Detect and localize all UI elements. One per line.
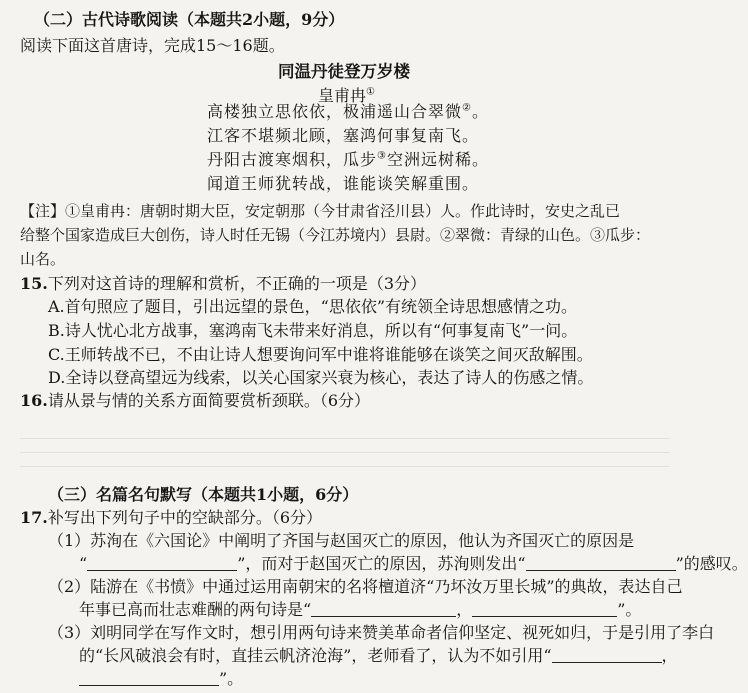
fill-item-3-cont <box>79 646 678 666</box>
answer-blank[interactable] <box>311 600 456 617</box>
question-16 <box>20 391 370 411</box>
option-d: D.全诗以登高望远为线索，以关心国家兴衰为核心，表达了诗人的伤感之情。 <box>48 368 594 387</box>
poem-line: 闻道王师犹转战，谁能谈笑解重围。 <box>207 174 480 193</box>
question-number: 16. <box>20 391 48 410</box>
instruction-text: 阅读下面这首唐诗，完成15～16题。 <box>20 36 285 55</box>
question-17 <box>20 508 322 528</box>
bleed-through-line <box>20 452 670 453</box>
poem-line-end: 空洲远树稀。 <box>386 150 489 169</box>
author-name: 皇甫冉 <box>318 86 367 105</box>
option-b: B.诗人忧心北方战事，塞鸿南飞未带来好消息，所以有“何事复南飞”一问。 <box>48 321 578 340</box>
answer-blank[interactable] <box>79 669 219 686</box>
footnote-mark: ② <box>462 102 472 114</box>
fill-item-2: （2）陆游在《书愤》中通过运用南朝宋的名将檀道济“乃坏汝万里长城”的典故，表达自己 <box>48 577 683 596</box>
fill-item-3-end <box>79 669 243 689</box>
text-segment: 年事已高而壮志难酬的两句诗是“ <box>79 600 312 619</box>
bleed-through-line <box>20 438 670 439</box>
text-segment: ”。 <box>617 600 642 619</box>
question-number: 17. <box>20 508 48 527</box>
text-segment: ”，而对于赵国灭亡的原因，苏洵则发出“ <box>237 554 526 573</box>
question-stem: 请从景与情的关系方面简要赏析颈联。（6分） <box>47 391 371 410</box>
note-line: 给整个国家造成巨大创伤，诗人时任无锡（今江苏境内）县尉。②翠微：青绿的山色。③瓜步： <box>20 226 651 244</box>
footnote-mark: ③ <box>377 150 387 162</box>
answer-blank[interactable] <box>526 554 676 571</box>
poem-line-text: 高楼独立思依依，极浦遥山合翠微 <box>207 102 463 121</box>
answer-blank[interactable] <box>87 554 237 571</box>
question-stem: 下列对这首诗的理解和赏析，不正确的一项是（3分） <box>47 274 427 293</box>
section-heading: （二）古代诗歌阅读（本题共2小题，9分） <box>34 10 345 29</box>
fill-item-3: （3）刘明同学在写作文时，想引用两句诗来赞美革命者信仰坚定、视死如归，于是引用了李白 <box>48 623 715 642</box>
question-stem: 补写出下列句子中的空缺部分。（6分） <box>47 508 323 527</box>
poem-line <box>207 150 489 170</box>
text-segment: ”。 <box>219 669 244 688</box>
option-c: C.王师转战不已，不由让诗人想要询问军中谁将谁能够在谈笑之间灭敌解围。 <box>48 345 593 364</box>
poem-line: 江客不堪频北顾，塞鸿何事复南飞。 <box>207 126 480 145</box>
poem-title: 同温丹徒登万岁楼 <box>278 62 410 81</box>
fill-item-1: （1）苏洵在《六国论》中阐明了齐国与赵国灭亡的原因，他认为齐国灭亡的原因是 <box>48 531 635 550</box>
text-segment: ， <box>661 646 678 665</box>
poem-line-end: 。 <box>471 102 489 121</box>
note-line: 【注】①皇甫冉：唐朝时期大臣，安定朝那（今甘肃省泾川县）人。作此诗时，安史之乱已 <box>20 202 621 220</box>
text-segment: ， <box>456 600 473 619</box>
question-15 <box>20 274 426 294</box>
section-heading: （三）名篇名句默写（本题共1小题，6分） <box>48 485 359 504</box>
question-number: 15. <box>20 274 48 293</box>
poem-line-text: 丹阳古渡寒烟积，瓜步 <box>207 150 378 169</box>
text-segment: 的“长风破浪会有时，直挂云帆济沧海”，老师看了，认为不如引用“ <box>79 646 552 665</box>
answer-blank[interactable] <box>552 646 662 663</box>
fill-item-2-cont <box>79 600 641 620</box>
note-line: 山名。 <box>20 250 66 268</box>
bleed-through-line <box>20 466 670 467</box>
text-segment: ”的感叹。 <box>675 554 748 573</box>
poem-line <box>207 102 489 122</box>
fill-item-1-cont <box>79 554 748 574</box>
answer-blank[interactable] <box>472 600 617 617</box>
footnote-mark: ① <box>366 86 375 98</box>
option-a: A.首句照应了题目，引出远望的景色，“思依依”有统领全诗思想感情之功。 <box>48 297 578 316</box>
quote-mark: “ <box>79 554 88 573</box>
